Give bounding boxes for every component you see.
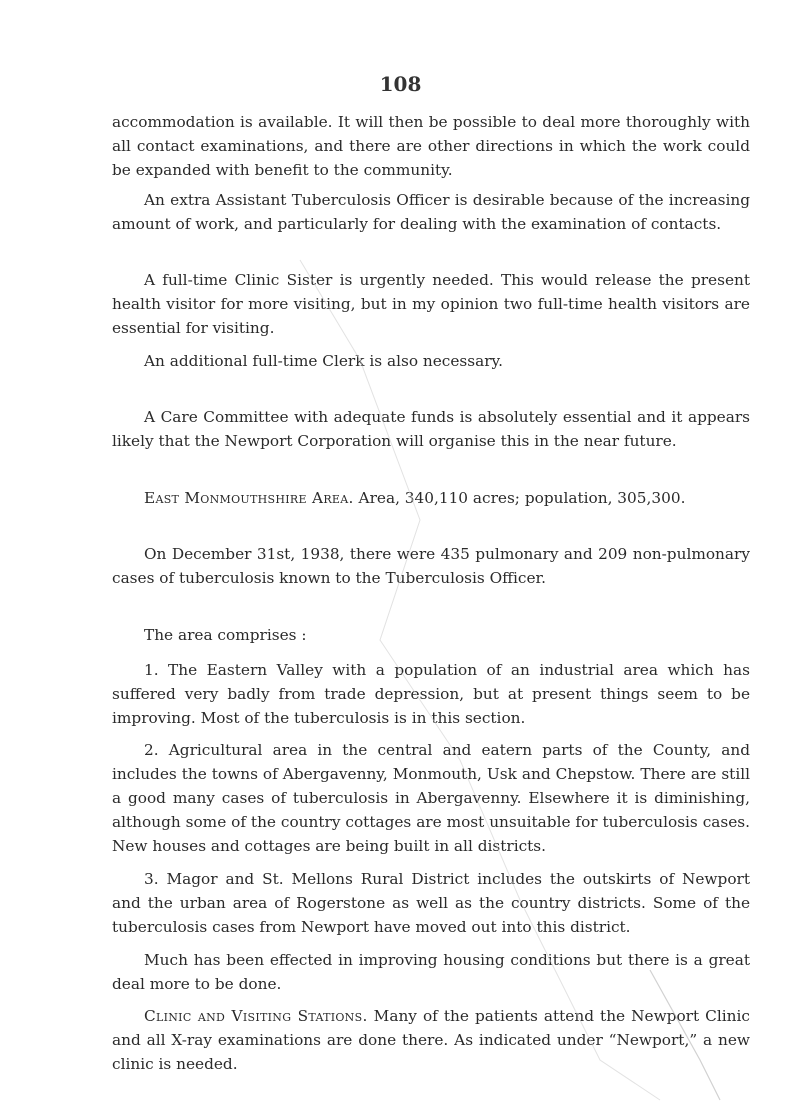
list-item-magor-st-mellons: 3. Magor and St. Mellons Rural District includes the outskirts of Newport and the urban area of Rogerstone as well as the country districts. Some of the tuberculosis cases from Newport have moved out into this district. <box>112 870 750 936</box>
east-area-heading: East Monmouthshire Area. <box>144 489 354 507</box>
paragraph-care-committee: A Care Committee with adequate funds is absolutely essential and it appears likely that the Newport Corporation will organise this in the near future. <box>112 408 750 450</box>
area-comprises: The area comprises : <box>144 626 307 644</box>
clinic-text: Many of the patients attend the Newport Clinic and all X-ray examinations are done there. As indicated under “Newport,” a new clinic is needed. <box>112 1007 750 1073</box>
list-item-eastern-valley: 1. The Eastern Valley with a population of an industrial area which has suffered very badly from trade depression, but at present things seem to be improving. Most of the tuberculosis is in this section. <box>112 661 750 727</box>
housing-paragraph: Much has been effected in improving housing conditions but there is a great deal more to be done. <box>112 951 750 993</box>
paragraph-accommodation: accommodation is available. It will then be possible to deal more thoroughly with all contact examinations, and there are other directions in which the work could be expanded with benefit to the community. <box>112 113 750 179</box>
east-area-paragraph <box>112 486 750 510</box>
east-area-text: Area, 340,110 acres; population, 305,300. <box>358 489 686 507</box>
page-number: 108 <box>379 72 422 96</box>
paragraph-assistant-officer: An extra Assistant Tuberculosis Officer is desirable because of the increasing amount of work, and particularly for dealing with the examination of contacts. <box>112 191 750 233</box>
clinic-paragraph <box>112 1004 750 1076</box>
list-item-agricultural-area: 2. Agricultural area in the central and eatern parts of the County, and includes the towns of Abergavenny, Monmouth, Usk and Chepstow. There are still a good many cases of tuberculosis in Abergavenny. Elsewhere it is diminishing, although some of the country cottages are most unsuitable for tuberculosis cases. New houses and cottages are being built in all districts. <box>112 741 750 855</box>
paragraph-clerk: An additional full-time Clerk is also necessary. <box>144 352 504 370</box>
december-paragraph: On December 31st, 1938, there were 435 pulmonary and 209 non-pulmonary cases of tuberculosis known to the Tuberculosis Officer. <box>112 545 750 587</box>
paragraph-clinic-sister: A full-time Clinic Sister is urgently needed. This would release the present health visitor for more visiting, but in my opinion two full-time health visitors are essential for visiting. <box>112 271 750 337</box>
clinic-heading: Clinic and Visiting Stations. <box>144 1007 368 1025</box>
